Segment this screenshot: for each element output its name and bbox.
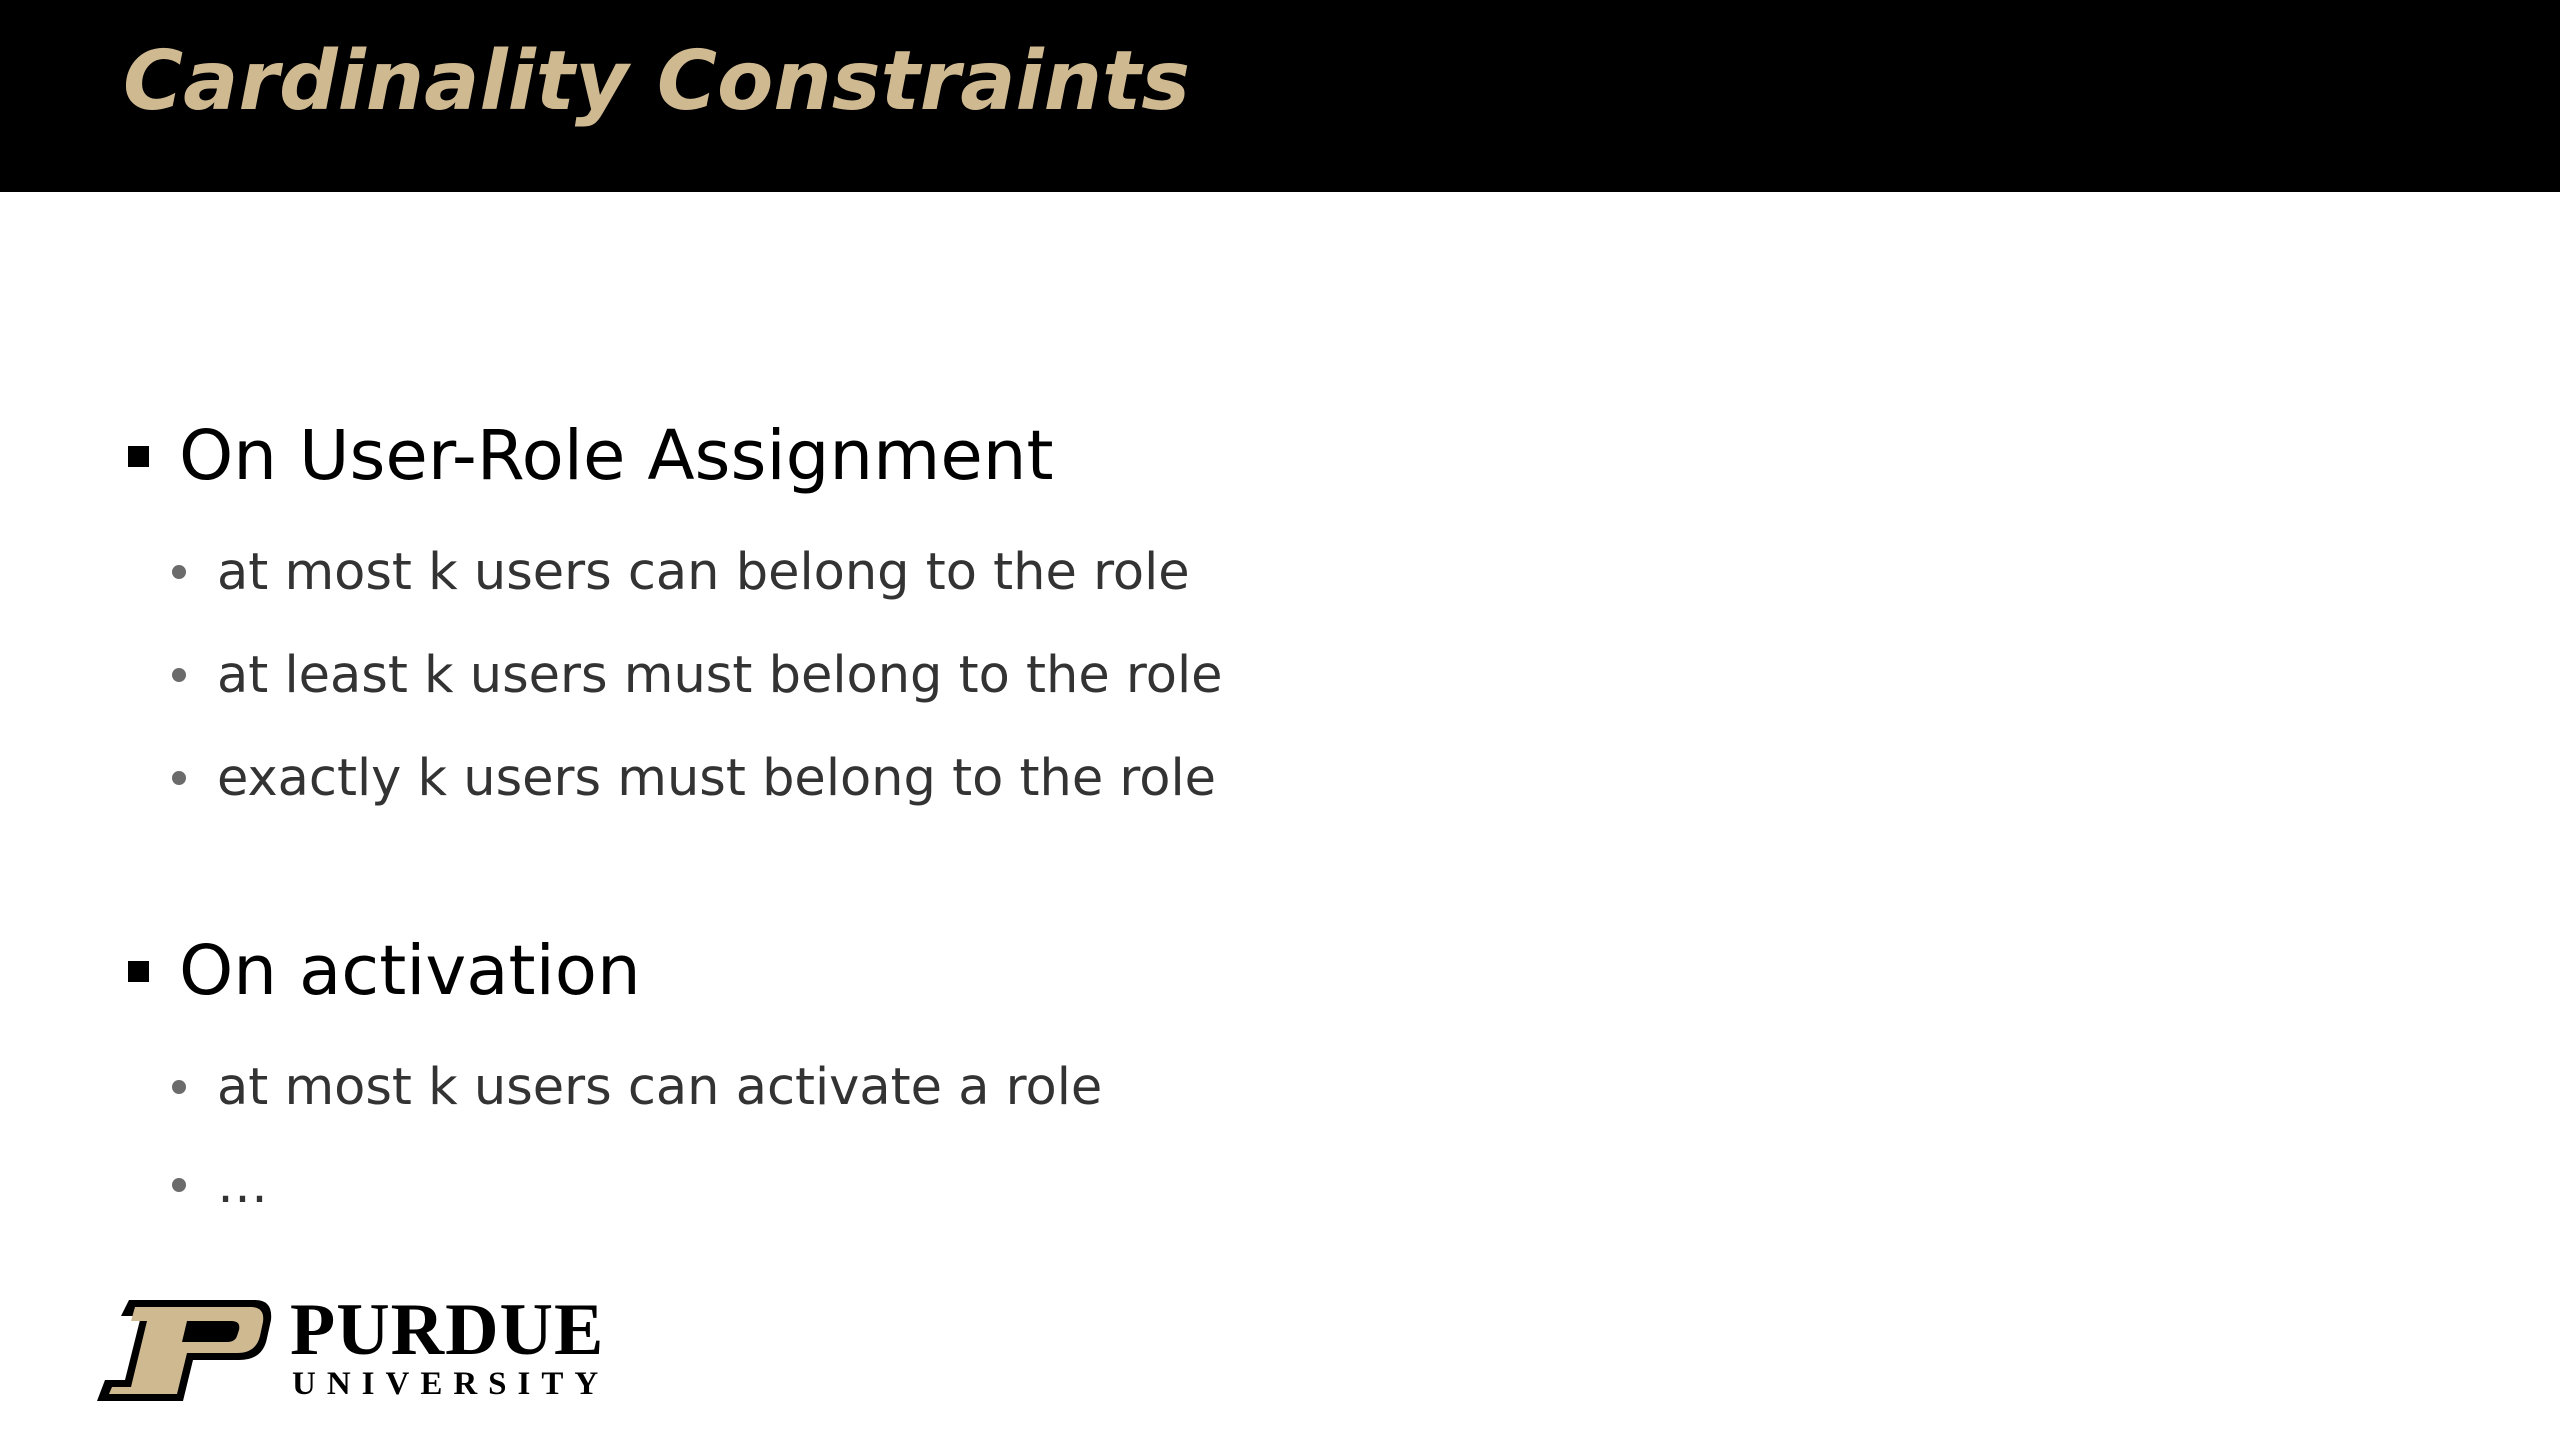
square-bullet-icon — [128, 446, 149, 467]
square-bullet-icon — [128, 961, 149, 982]
round-bullet-icon — [172, 668, 186, 682]
logo-subtitle: UNIVERSITY — [292, 1366, 610, 1402]
sub-bullet-text: at least k users must belong to the role — [217, 646, 1223, 705]
round-bullet-icon — [172, 1178, 186, 1192]
round-bullet-icon — [172, 771, 186, 785]
sub-bullet-text: exactly k users must belong to the role — [217, 749, 1217, 808]
bullet-heading: On User-Role Assignment — [179, 416, 1054, 496]
slide-title: Cardinality Constraints — [123, 34, 1191, 129]
purdue-logo — [95, 1289, 620, 1403]
round-bullet-icon — [172, 565, 186, 579]
bullet-heading: On activation — [179, 931, 641, 1011]
sub-bullet-text: at most k users can belong to the role — [217, 543, 1190, 602]
sub-bullet-text: … — [217, 1156, 268, 1215]
round-bullet-icon — [172, 1080, 186, 1094]
sub-bullet-text: at most k users can activate a role — [217, 1058, 1103, 1117]
purdue-motion-p-icon — [95, 1298, 275, 1403]
logo-wordmark: PURDUE — [290, 1289, 605, 1371]
